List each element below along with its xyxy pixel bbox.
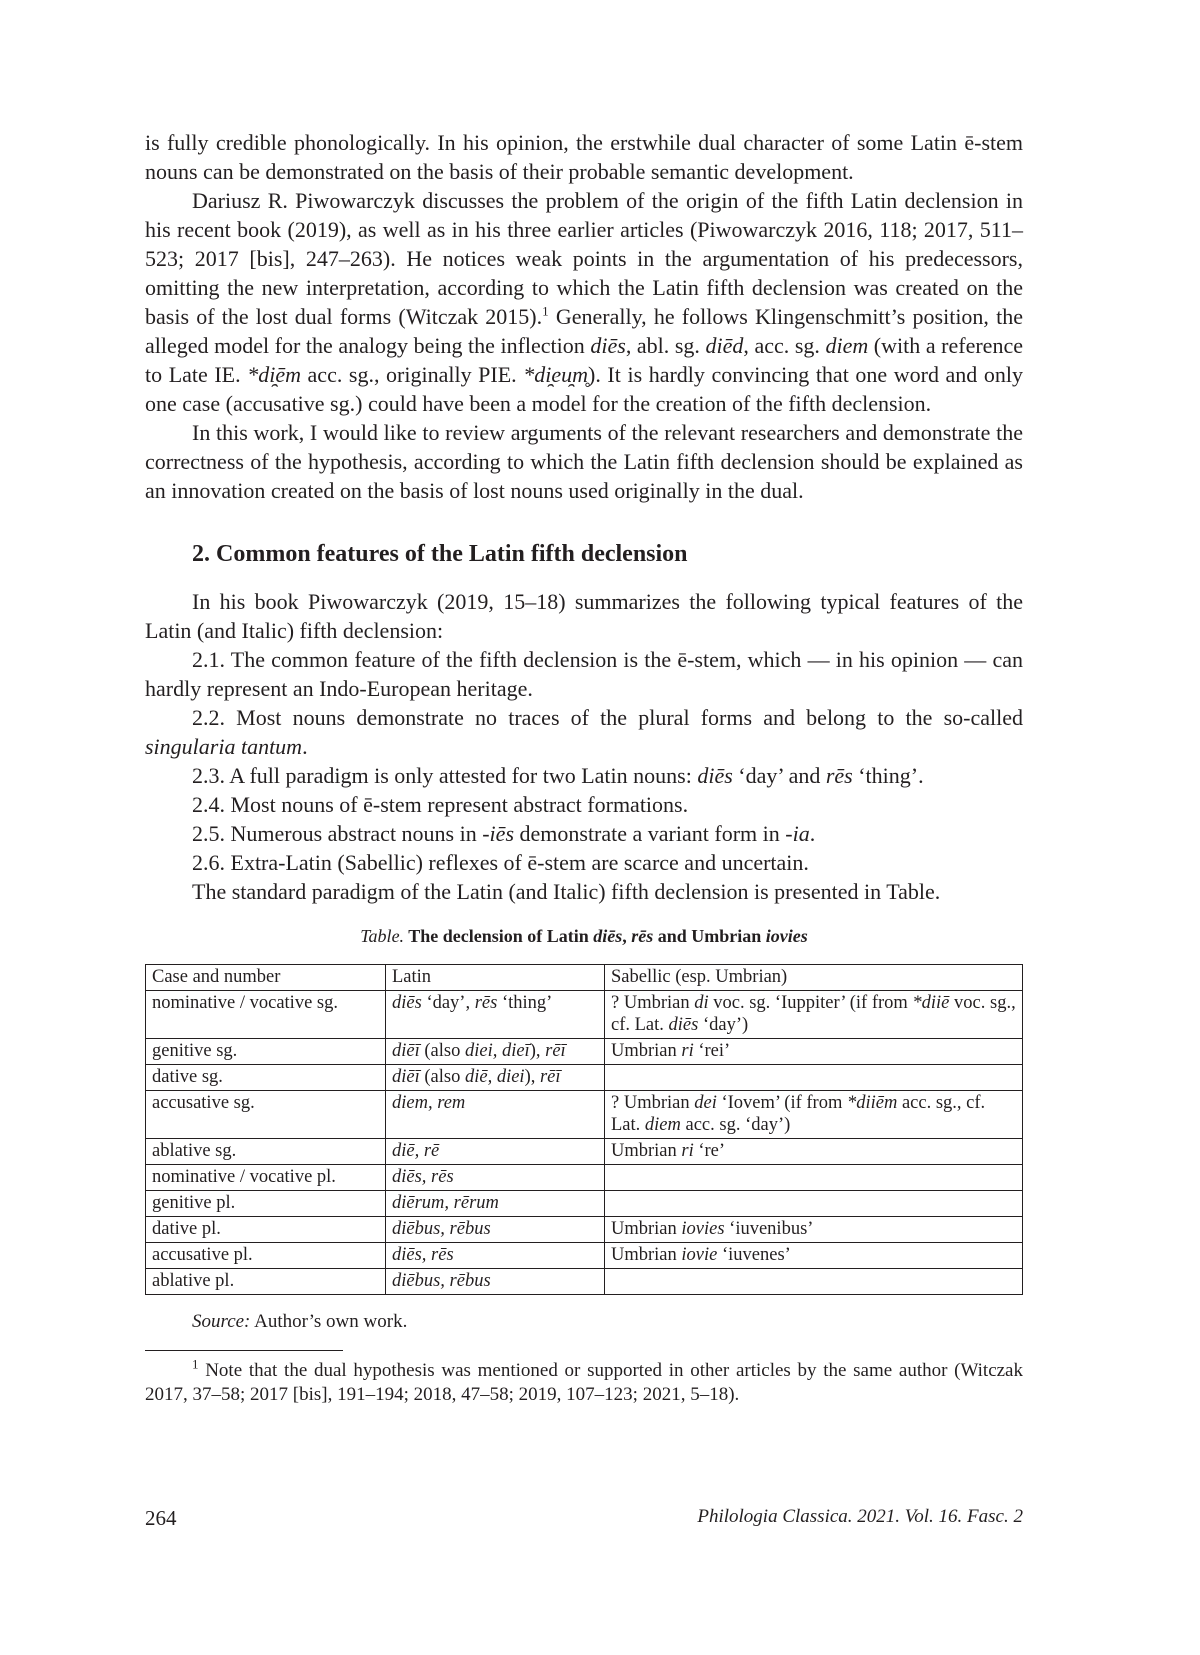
text-run: ), <box>529 1041 546 1061</box>
reconstructed-form: *diiē <box>912 993 950 1013</box>
latin-word: diēd <box>705 333 744 358</box>
latin-form: diem <box>644 1115 681 1135</box>
reconstructed-form: *di̯ēm <box>247 362 301 387</box>
cell-sabellic <box>605 1243 1023 1269</box>
journal-citation: Philologia Classica. 2021. Vol. 16. Fasc. 2 <box>697 1506 1023 1527</box>
umbrian-form: ri <box>681 1141 694 1161</box>
footnote-number: 1 <box>192 1356 199 1372</box>
source-label: Source: <box>192 1311 251 1332</box>
caption-label: Table. <box>360 926 405 946</box>
section-closing: The standard paradigm of the Latin (and Italic) fifth declension is presented in Table. <box>192 879 941 904</box>
section-heading: 2. Common features of the Latin fifth declension <box>192 541 688 567</box>
text-run: Umbrian <box>611 1219 682 1239</box>
cell-latin: diēs, rēs <box>386 1243 605 1269</box>
latin-word: rēs <box>825 763 853 788</box>
text-run: ), <box>524 1067 540 1087</box>
cell-latin: diēs, rēs <box>386 1165 605 1191</box>
umbrian-form: dei <box>694 1093 717 1113</box>
cell-latin <box>386 991 605 1039</box>
table-row <box>146 1165 1023 1191</box>
table-row <box>146 1039 1023 1065</box>
text-run: ). It is hardly convincing that one word and only one case (accusative sg.) could have been a model for the creation of the fifth declension. <box>145 362 1023 416</box>
text-run: The declension of Latin <box>404 926 594 946</box>
header-sabellic: Sabellic (esp. Umbrian) <box>605 965 1023 991</box>
cell-sabellic-empty <box>605 1191 1023 1217</box>
cell-sabellic <box>605 1139 1023 1165</box>
paragraph-continuation: is fully credible phonologically. In his opinion, the erstwhile dual character of some Latin ē-stem nouns can be demonstrated on the basis of their probable semantic development. <box>145 130 1023 184</box>
umbrian-word: iovies <box>765 926 808 946</box>
cell-latin <box>386 1039 605 1065</box>
latin-word: diēs <box>590 333 626 358</box>
cell-case: accusative sg. <box>146 1091 386 1139</box>
gloss: ‘thing’ <box>497 993 553 1013</box>
table-row <box>146 991 1023 1039</box>
text-run: , <box>622 926 632 946</box>
latin-form: diē, diei <box>464 1067 525 1087</box>
header-latin: Latin <box>386 965 605 991</box>
text-run: voc. sg., cf. Lat. <box>611 993 1016 1035</box>
text-run: (also <box>419 1041 465 1061</box>
table-header-row <box>146 965 1023 991</box>
feature-item-4: 2.4. Most nouns of ē-stem represent abstract formations. <box>192 792 689 817</box>
header-case: Case and number <box>146 965 386 991</box>
cell-case: ablative sg. <box>146 1139 386 1165</box>
declension-table <box>145 964 1023 1295</box>
text-run: ‘thing’. <box>852 763 924 788</box>
text-run: ‘iuvenes’ <box>717 1245 791 1265</box>
table-row <box>146 1065 1023 1091</box>
cell-case: accusative pl. <box>146 1243 386 1269</box>
text-run: , acc. sg. <box>743 333 826 358</box>
text-run: Dariusz R. Piwowarczyk discusses the problem of the origin of the fifth Latin declension in his recent book (2019), as well as in his three earlier articles (Piwowarczyk 2016, 118; 2017, 511–523; 2017 [bis], 247–263). He notices weak points in the argumentation of his predecessors, omitting the new interpretation, according to which the Latin fifth declension was created on the basis of the lost dual forms (Witczak 2015). <box>145 188 1023 329</box>
latin-word: diēs <box>697 763 733 788</box>
latin-form: diēs <box>668 1015 699 1035</box>
feature-item-3 <box>145 761 1023 790</box>
text-run: ‘day’ and <box>732 763 826 788</box>
cell-case: dative sg. <box>146 1065 386 1091</box>
gloss: ‘day’, <box>421 993 475 1013</box>
table-row <box>146 1217 1023 1243</box>
reconstructed-form: *diiēm <box>846 1093 898 1113</box>
page-number: 264 <box>145 1506 177 1530</box>
cell-sabellic <box>605 1217 1023 1243</box>
cell-latin: diēbus, rēbus <box>386 1269 605 1295</box>
page-body <box>145 128 1023 1407</box>
cell-latin: diē, rē <box>386 1139 605 1165</box>
text-run: ‘rei’ <box>693 1041 731 1061</box>
cell-case: ablative pl. <box>146 1269 386 1295</box>
text-run: Umbrian <box>611 1141 682 1161</box>
text-run: and Umbrian <box>653 926 766 946</box>
cell-case: nominative / vocative sg. <box>146 991 386 1039</box>
latin-form: diei, dieī <box>464 1041 530 1061</box>
paragraph-aim: In this work, I would like to review arguments of the relevant researchers and demonstrate the correctness of the hypothesis, according to which the Latin fifth declension should be explained as an innovation created on the basis of lost nouns used originally in the dual. <box>145 420 1023 503</box>
cell-sabellic <box>605 1039 1023 1065</box>
latin-word: diēs <box>593 926 623 946</box>
umbrian-form: iovie <box>681 1245 718 1265</box>
latin-word: rēs <box>631 926 654 946</box>
umbrian-form: ri <box>681 1041 694 1061</box>
cell-case: nominative / vocative pl. <box>146 1165 386 1191</box>
latin-form: diēs <box>392 993 422 1013</box>
text-run: acc. sg., cf. Lat. <box>611 1093 986 1135</box>
text-run: ? Umbrian <box>611 1093 695 1113</box>
text-run: ? Umbrian <box>611 993 695 1013</box>
text-run: acc. sg. ‘day’) <box>680 1115 791 1135</box>
table-caption <box>145 925 1023 947</box>
cell-sabellic <box>605 1091 1023 1139</box>
cell-sabellic-empty <box>605 1165 1023 1191</box>
text-run: (also <box>419 1067 465 1087</box>
latin-form: diēī <box>392 1067 420 1087</box>
latin-form: rēī <box>545 1041 566 1061</box>
page-footer <box>145 1506 1023 1534</box>
text-run: demonstrate a variant form in <box>514 821 786 846</box>
cell-case: dative pl. <box>146 1217 386 1243</box>
cell-sabellic-empty <box>605 1065 1023 1091</box>
table-row <box>146 1243 1023 1269</box>
paragraph-piwowarczyk <box>145 186 1023 418</box>
footnote <box>145 1356 1023 1407</box>
cell-case: genitive sg. <box>146 1039 386 1065</box>
table-row <box>146 1139 1023 1165</box>
feature-item-2 <box>145 703 1023 761</box>
latin-suffix: -ia <box>785 821 810 846</box>
table-row <box>146 1191 1023 1217</box>
table-source <box>192 1310 1023 1334</box>
text-run: . <box>302 734 308 759</box>
latin-term: singularia tantum <box>145 734 303 759</box>
table-row <box>146 1269 1023 1295</box>
umbrian-form: di <box>694 993 709 1013</box>
text-run: 2.3. A full paradigm is only attested for two Latin nouns: <box>192 763 698 788</box>
caption-title <box>404 926 808 946</box>
footnote-reference: 1 <box>542 303 549 319</box>
cell-case: genitive pl. <box>146 1191 386 1217</box>
text-run: acc. sg., originally PIE. <box>300 362 524 387</box>
cell-latin: diēbus, rēbus <box>386 1217 605 1243</box>
source-text: Author’s own work. <box>250 1311 408 1332</box>
table-row <box>146 1091 1023 1139</box>
feature-item-6: 2.6. Extra-Latin (Sabellic) reflexes of ē-stem are scarce and uncertain. <box>192 850 809 875</box>
cell-sabellic <box>605 991 1023 1039</box>
umbrian-form: iovies <box>681 1219 725 1239</box>
text-run: voc. sg. ‘Iuppiter’ (if from <box>708 993 913 1013</box>
cell-latin: diērum, rērum <box>386 1191 605 1217</box>
text-run: 2.5. Numerous abstract nouns in <box>192 821 483 846</box>
text-run: 2.2. Most nouns demonstrate no traces of the plural forms and belong to the so-called <box>192 705 1023 730</box>
footnote-divider <box>145 1350 343 1351</box>
latin-form: rēs <box>474 993 498 1013</box>
text-run: ‘iuvenibus’ <box>724 1219 814 1239</box>
text-run: Generally, he follows Klingenschmitt’s position, the alleged model for the analogy being the inflection <box>145 304 1024 358</box>
text-run: Umbrian <box>611 1041 682 1061</box>
reconstructed-form: *di̯eu̯m̥ <box>523 362 589 387</box>
text-run: ‘Iovem’ (if from <box>716 1093 847 1113</box>
text-run: (with a reference to Late IE. <box>145 333 1023 387</box>
text-run: Umbrian <box>611 1245 682 1265</box>
text-run: ‘re’ <box>693 1141 726 1161</box>
section-intro: In his book Piwowarczyk (2019, 15–18) summarizes the following typical features of the Latin (and Italic) fifth declension: <box>145 589 1023 643</box>
cell-sabellic-empty <box>605 1269 1023 1295</box>
text-run: ‘day’) <box>698 1015 749 1035</box>
latin-word: diem <box>825 333 869 358</box>
text-run: . <box>809 821 816 846</box>
feature-item-1: 2.1. The common feature of the fifth declension is the ē-stem, which — in his opinion — can hardly represent an Indo-European heritage. <box>145 647 1023 701</box>
cell-latin: diem, rem <box>386 1091 605 1139</box>
feature-item-5 <box>145 819 1023 848</box>
latin-form: diēī <box>392 1041 420 1061</box>
footnote-text: Note that the dual hypothesis was mentioned or supported in other articles by the same author (Witczak 2017, 37–58; 2017 [bis], 191–194; 2018, 47–58; 2019, 107–123; 2021, 5–18). <box>145 1360 1023 1405</box>
text-run: , abl. sg. <box>625 333 706 358</box>
latin-form: rēī <box>539 1067 561 1087</box>
latin-suffix: -iēs <box>482 821 514 846</box>
cell-latin <box>386 1065 605 1091</box>
